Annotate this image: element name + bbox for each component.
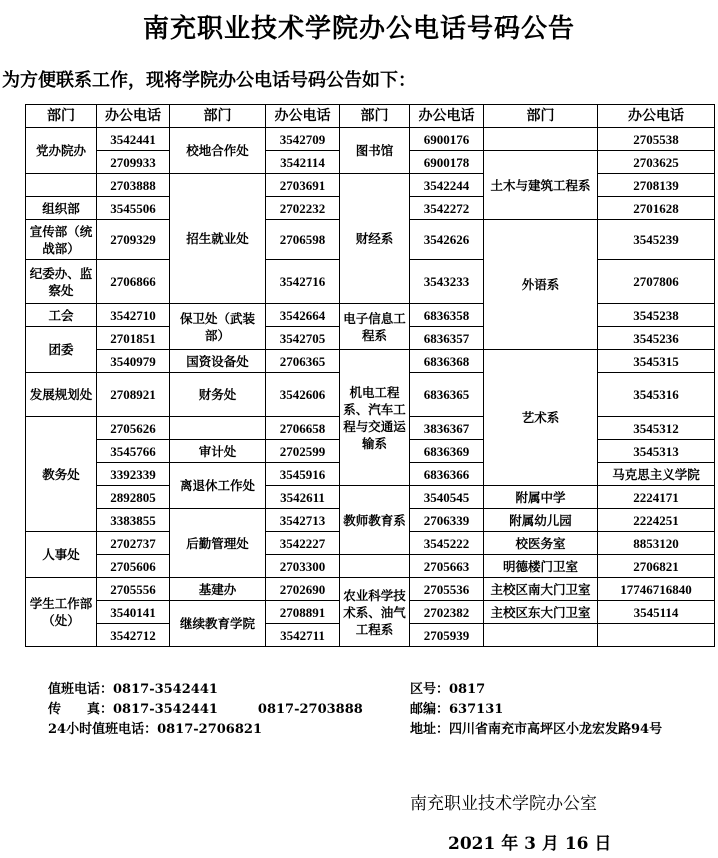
address-label: 地址： bbox=[410, 722, 450, 737]
phone-cell: 2708921 bbox=[97, 373, 170, 417]
intro-text: 为方便联系工作，现将学院办公电话号码公告如下： bbox=[2, 70, 416, 91]
phone-cell: 3392339 bbox=[97, 463, 170, 486]
dept-cell: 党办院办 bbox=[26, 128, 97, 174]
phone-cell: 2705538 bbox=[598, 128, 715, 151]
dept-cell: 宣传部（统战部） bbox=[26, 220, 97, 260]
phone-cell: 3545236 bbox=[598, 327, 715, 350]
header-phone: 办公电话 bbox=[97, 105, 170, 128]
table-row bbox=[26, 128, 715, 151]
dept-cell: 艺术系 bbox=[484, 350, 598, 486]
phone-cell: 3542716 bbox=[266, 260, 340, 304]
header-phone: 办公电话 bbox=[266, 105, 340, 128]
dept-cell: 附属幼儿园 bbox=[484, 509, 598, 532]
phone-cell: 2701851 bbox=[97, 327, 170, 350]
phone-cell: 6836366 bbox=[410, 463, 484, 486]
dept-cell bbox=[170, 417, 266, 440]
phone-cell: 3545315 bbox=[598, 350, 715, 373]
phone-cell: 3540545 bbox=[410, 486, 484, 509]
dept-cell: 基建办 bbox=[170, 578, 266, 601]
table-row bbox=[26, 578, 715, 601]
phone-cell: 3545238 bbox=[598, 304, 715, 327]
phone-cell: 2705939 bbox=[410, 624, 484, 647]
dept-cell: 校医务室 bbox=[484, 532, 598, 555]
phone-cell: 3542244 bbox=[410, 174, 484, 197]
phone-cell: 3545312 bbox=[598, 417, 715, 440]
phone-cell: 2703300 bbox=[266, 555, 340, 578]
phone-cell: 2709329 bbox=[97, 220, 170, 260]
dept-cell bbox=[340, 555, 410, 578]
duty-phone-label: 值班电话： bbox=[48, 682, 114, 697]
phone-cell: 2702232 bbox=[266, 197, 340, 220]
phone-cell: 6836365 bbox=[410, 373, 484, 417]
phone-cell: 3542712 bbox=[97, 624, 170, 647]
duty-phone-value: 0817-3542441 bbox=[113, 682, 218, 697]
dept-cell: 国资设备处 bbox=[170, 350, 266, 373]
phone-cell: 3542114 bbox=[266, 151, 340, 174]
phone-cell: 3543233 bbox=[410, 260, 484, 304]
phone-cell: 3545239 bbox=[598, 220, 715, 260]
phone-cell: 3545766 bbox=[97, 440, 170, 463]
fax-value-1: 0817-3542441 bbox=[113, 702, 218, 717]
dept-cell bbox=[484, 624, 598, 647]
dept-cell: 附属中学 bbox=[484, 486, 598, 509]
phone-cell: 3542272 bbox=[410, 197, 484, 220]
phone-cell: 3545506 bbox=[97, 197, 170, 220]
hotline-value: 0817-2706821 bbox=[157, 722, 262, 737]
dept-cell: 明德楼门卫室 bbox=[484, 555, 598, 578]
fax-label: 传 真： bbox=[48, 702, 114, 717]
areacode-value: 0817 bbox=[449, 682, 486, 697]
phone-cell: 2705663 bbox=[410, 555, 484, 578]
phone-cell: 3545916 bbox=[266, 463, 340, 486]
dept-cell: 工会 bbox=[26, 304, 97, 327]
phone-cell: 2708139 bbox=[598, 174, 715, 197]
dept-cell: 财务处 bbox=[170, 373, 266, 417]
duty-phone-line bbox=[48, 678, 218, 697]
phone-cell: 2706866 bbox=[97, 260, 170, 304]
dept-cell: 主校区南大门卫室 bbox=[484, 578, 598, 601]
dept-cell: 教务处 bbox=[26, 417, 97, 532]
phone-cell: 2705556 bbox=[97, 578, 170, 601]
phone-cell: 3542713 bbox=[266, 509, 340, 532]
dept-cell: 招生就业处 bbox=[170, 174, 266, 304]
phone-cell: 3542711 bbox=[266, 624, 340, 647]
phone-cell: 3836367 bbox=[410, 417, 484, 440]
phone-cell: 3542441 bbox=[97, 128, 170, 151]
phone-cell: 6836357 bbox=[410, 327, 484, 350]
phone-cell: 2703888 bbox=[97, 174, 170, 197]
phone-cell: 3542611 bbox=[266, 486, 340, 509]
header-phone: 办公电话 bbox=[410, 105, 484, 128]
phone-cell: 2706598 bbox=[266, 220, 340, 260]
dept-cell: 团委 bbox=[26, 327, 97, 373]
signature-date: 2021 年 3 月 16 日 bbox=[448, 834, 612, 854]
dept-cell: 农业科学技术系、油气工程系 bbox=[340, 578, 410, 647]
phone-cell: 6900178 bbox=[410, 151, 484, 174]
fax-line bbox=[48, 698, 363, 717]
phone-cell: 2705626 bbox=[97, 417, 170, 440]
phone-cell: 6836368 bbox=[410, 350, 484, 373]
dept-cell: 纪委办、监察处 bbox=[26, 260, 97, 304]
phone-cell: 2224251 bbox=[598, 509, 715, 532]
areacode-label: 区号： bbox=[410, 682, 450, 697]
table-row bbox=[26, 174, 715, 197]
table-row bbox=[26, 555, 715, 578]
phone-cell: 3545313 bbox=[598, 440, 715, 463]
hotline-line bbox=[48, 718, 262, 737]
header-phone: 办公电话 bbox=[598, 105, 715, 128]
phone-directory-table bbox=[25, 104, 715, 647]
dept-cell: 土木与建筑工程系 bbox=[484, 151, 598, 220]
hotline-label: 24小时值班电话： bbox=[48, 722, 158, 737]
phone-cell: 2706339 bbox=[410, 509, 484, 532]
phone-cell: 8853120 bbox=[598, 532, 715, 555]
phone-cell: 3545222 bbox=[410, 532, 484, 555]
dept-cell: 保卫处（武装部） bbox=[170, 304, 266, 350]
dept-cell: 继续教育学院 bbox=[170, 601, 266, 647]
phone-cell: 3383855 bbox=[97, 509, 170, 532]
page-title: 南充职业技术学院办公电话号码公告 bbox=[142, 14, 575, 44]
phone-cell: 3542709 bbox=[266, 128, 340, 151]
phone-cell: 6836358 bbox=[410, 304, 484, 327]
dept-cell: 图书馆 bbox=[340, 128, 410, 174]
phone-cell: 2892805 bbox=[97, 486, 170, 509]
phone-cell: 6900176 bbox=[410, 128, 484, 151]
phone-cell: 3542606 bbox=[266, 373, 340, 417]
phone-cell: 3540979 bbox=[97, 350, 170, 373]
header-dept: 部门 bbox=[170, 105, 266, 128]
dept-cell: 机电工程系、汽车工程与交通运输系 bbox=[340, 350, 410, 486]
postcode-label: 邮编： bbox=[410, 702, 450, 717]
phone-cell: 17746716840 bbox=[598, 578, 715, 601]
table-row bbox=[26, 304, 715, 327]
dept-cell: 学生工作部（处） bbox=[26, 578, 97, 647]
header-dept: 部门 bbox=[484, 105, 598, 128]
signature-office: 南充职业技术学院办公室 bbox=[410, 794, 597, 814]
areacode-line bbox=[410, 678, 485, 697]
dept-cell: 审计处 bbox=[170, 440, 266, 463]
phone-cell: 2701628 bbox=[598, 197, 715, 220]
phone-cell: 2702737 bbox=[97, 532, 170, 555]
phone-cell: 2705606 bbox=[97, 555, 170, 578]
dept-cell: 校地合作处 bbox=[170, 128, 266, 174]
table-row bbox=[26, 350, 715, 373]
table-row bbox=[26, 486, 715, 509]
dept-cell: 后勤管理处 bbox=[170, 509, 266, 578]
address-line bbox=[410, 718, 662, 737]
table-header-row bbox=[26, 105, 715, 128]
phone-cell: 2702382 bbox=[410, 601, 484, 624]
phone-cell: 2706658 bbox=[266, 417, 340, 440]
phone-cell: 2702599 bbox=[266, 440, 340, 463]
phone-cell: 2708891 bbox=[266, 601, 340, 624]
header-dept: 部门 bbox=[340, 105, 410, 128]
phone-cell: 3542710 bbox=[97, 304, 170, 327]
phone-cell: 2706821 bbox=[598, 555, 715, 578]
phone-cell: 3542705 bbox=[266, 327, 340, 350]
dept-cell: 组织部 bbox=[26, 197, 97, 220]
phone-cell bbox=[598, 624, 715, 647]
phone-cell: 6836369 bbox=[410, 440, 484, 463]
phone-cell: 3542626 bbox=[410, 220, 484, 260]
phone-cell: 3540141 bbox=[97, 601, 170, 624]
fax-value-2: 0817-2703888 bbox=[257, 702, 363, 717]
address-value: 四川省南充市高坪区小龙宏发路94号 bbox=[449, 722, 663, 737]
postcode-value: 637131 bbox=[449, 702, 504, 717]
phone-cell: 2702690 bbox=[266, 578, 340, 601]
phone-cell: 3545316 bbox=[598, 373, 715, 417]
dept-cell: 离退休工作处 bbox=[170, 463, 266, 509]
dept-cell: 电子信息工程系 bbox=[340, 304, 410, 350]
phone-cell: 2709933 bbox=[97, 151, 170, 174]
dept-cell bbox=[26, 174, 97, 197]
phone-cell: 2224171 bbox=[598, 486, 715, 509]
dept-cell: 外语系 bbox=[484, 220, 598, 350]
postcode-line bbox=[410, 698, 503, 717]
phone-cell: 2703691 bbox=[266, 174, 340, 197]
phone-cell: 3545114 bbox=[598, 601, 715, 624]
dept-cell: 发展规划处 bbox=[26, 373, 97, 417]
dept-cell: 人事处 bbox=[26, 532, 97, 578]
phone-cell: 2706365 bbox=[266, 350, 340, 373]
dept-cell bbox=[484, 128, 598, 151]
phone-cell: 2703625 bbox=[598, 151, 715, 174]
phone-cell: 2707806 bbox=[598, 260, 715, 304]
dept-cell: 主校区东大门卫室 bbox=[484, 601, 598, 624]
phone-cell: 3542664 bbox=[266, 304, 340, 327]
phone-cell: 2705536 bbox=[410, 578, 484, 601]
phone-cell: 3542227 bbox=[266, 532, 340, 555]
dept-cell: 教师教育系 bbox=[340, 486, 410, 555]
dept-cell: 财经系 bbox=[340, 174, 410, 304]
dept-cell: 马克思主义学院 bbox=[598, 463, 715, 486]
header-dept: 部门 bbox=[26, 105, 97, 128]
